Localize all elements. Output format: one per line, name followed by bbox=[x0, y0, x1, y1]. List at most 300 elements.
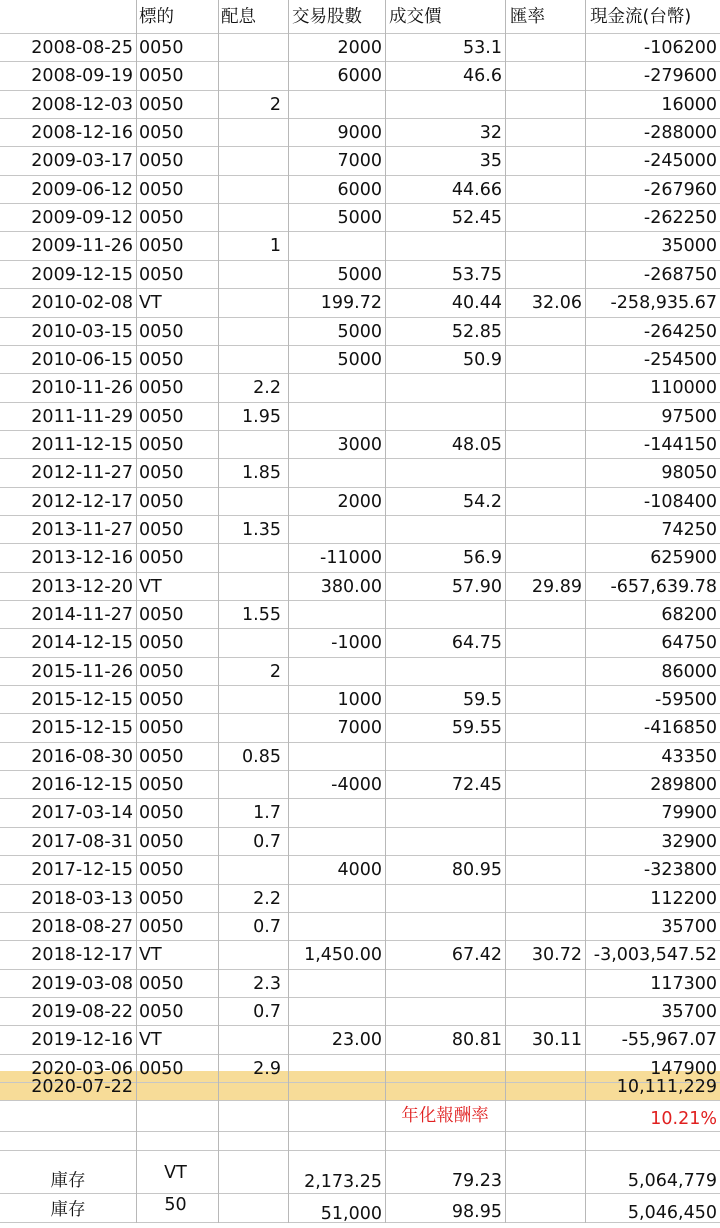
date-cell[interactable]: 2017-12-15 bbox=[31, 860, 133, 881]
shares-cell[interactable]: 2000 bbox=[337, 38, 382, 58]
dividend-cell[interactable] bbox=[218, 62, 284, 90]
price-cell[interactable] bbox=[385, 743, 505, 771]
holding-row-0050 bbox=[0, 1195, 720, 1223]
dividend-cell[interactable] bbox=[218, 1026, 284, 1054]
shares-cell[interactable]: 2000 bbox=[337, 491, 382, 512]
price-cell[interactable] bbox=[385, 403, 505, 431]
shares-cell[interactable]: 9000 bbox=[337, 123, 382, 144]
cashflow-cell[interactable]: 110000 bbox=[650, 378, 717, 399]
price-cell[interactable]: 48.05 bbox=[451, 434, 502, 455]
price-cell[interactable]: 57.90 bbox=[451, 576, 502, 597]
price-cell[interactable]: 52.45 bbox=[451, 208, 502, 229]
fx-cell[interactable] bbox=[505, 147, 585, 175]
date-cell[interactable]: 2011-11-29 bbox=[31, 406, 133, 427]
header-dividend[interactable]: 配息 bbox=[221, 7, 256, 27]
dividend-cell[interactable]: 2 bbox=[269, 94, 281, 115]
fx-cell[interactable] bbox=[505, 34, 585, 62]
shares-cell[interactable]: 5000 bbox=[337, 349, 382, 370]
fx-cell[interactable] bbox=[505, 856, 585, 884]
dividend-cell[interactable] bbox=[218, 119, 284, 147]
ticker-cell[interactable]: 0050 bbox=[139, 633, 184, 654]
shares-cell[interactable]: 7000 bbox=[337, 151, 382, 172]
price-cell[interactable]: 80.81 bbox=[451, 1030, 502, 1051]
cashflow-cell[interactable]: -3,003,547.52 bbox=[593, 945, 717, 966]
table-row bbox=[0, 176, 720, 204]
price-cell[interactable]: 59.5 bbox=[463, 690, 502, 711]
holding-price[interactable]: 98.95 bbox=[451, 1202, 502, 1222]
cashflow-cell[interactable]: -55,967.07 bbox=[621, 1030, 717, 1051]
price-cell[interactable] bbox=[385, 374, 505, 402]
fx-cell[interactable] bbox=[505, 346, 585, 374]
dividend-cell[interactable] bbox=[218, 856, 284, 884]
shares-cell[interactable]: 7000 bbox=[337, 718, 382, 739]
ticker-cell[interactable]: 0050 bbox=[139, 548, 184, 569]
shares-cell[interactable]: 5000 bbox=[337, 321, 382, 342]
dividend-cell[interactable]: 0.85 bbox=[242, 746, 281, 767]
cashflow-cell[interactable]: -245000 bbox=[643, 151, 717, 172]
shares-cell[interactable]: 4000 bbox=[337, 860, 382, 881]
shares-cell[interactable] bbox=[284, 885, 385, 913]
shares-cell[interactable] bbox=[284, 403, 385, 431]
grid-hline bbox=[0, 1150, 720, 1151]
dividend-cell[interactable] bbox=[218, 714, 284, 742]
ticker-cell[interactable]: 0050 bbox=[139, 349, 184, 370]
dividend-cell[interactable]: 1 bbox=[269, 236, 281, 257]
table-row bbox=[0, 970, 720, 998]
table-row bbox=[0, 289, 720, 317]
date-cell[interactable]: 2013-12-20 bbox=[31, 576, 133, 597]
table-row bbox=[0, 913, 720, 941]
ticker-cell[interactable]: VT bbox=[139, 1030, 162, 1051]
cashflow-cell[interactable]: 147900 bbox=[650, 1058, 717, 1079]
dividend-cell[interactable]: 2.3 bbox=[253, 973, 281, 994]
table-row bbox=[0, 261, 720, 289]
cashflow-cell[interactable]: -657,639.78 bbox=[610, 576, 717, 597]
date-cell[interactable]: 2009-12-15 bbox=[31, 264, 133, 285]
cashflow-cell[interactable]: 74250 bbox=[661, 519, 717, 540]
final-date-cell[interactable]: 2020-07-22 bbox=[31, 1077, 133, 1097]
date-cell[interactable]: 2010-02-08 bbox=[31, 293, 133, 314]
date-cell[interactable]: 2020-03-06 bbox=[31, 1058, 133, 1079]
table-row bbox=[0, 771, 720, 799]
holding-shares[interactable]: 2,173.25 bbox=[304, 1172, 382, 1192]
cashflow-cell[interactable]: -258,935.67 bbox=[610, 293, 717, 314]
fx-cell[interactable] bbox=[505, 204, 585, 232]
ticker-cell[interactable]: VT bbox=[139, 293, 162, 314]
ticker-cell[interactable]: 0050 bbox=[139, 916, 184, 937]
date-cell[interactable]: 2013-11-27 bbox=[31, 519, 133, 540]
ticker-cell[interactable]: 0050 bbox=[139, 1058, 184, 1079]
shares-cell[interactable] bbox=[284, 828, 385, 856]
date-cell[interactable]: 2018-03-13 bbox=[31, 888, 133, 909]
dividend-cell[interactable] bbox=[218, 941, 284, 969]
dividend-cell[interactable] bbox=[218, 176, 284, 204]
price-cell[interactable]: 32 bbox=[479, 123, 502, 144]
header-shares[interactable]: 交易股數 bbox=[292, 7, 362, 27]
fx-cell[interactable] bbox=[505, 176, 585, 204]
dividend-cell[interactable] bbox=[218, 147, 284, 175]
dividend-cell[interactable] bbox=[218, 318, 284, 346]
price-cell[interactable]: 72.45 bbox=[451, 775, 502, 796]
date-cell[interactable]: 2012-11-27 bbox=[31, 463, 133, 484]
cashflow-cell[interactable]: 35000 bbox=[661, 236, 717, 257]
date-cell[interactable]: 2016-12-15 bbox=[31, 775, 133, 796]
cashflow-cell[interactable]: 117300 bbox=[650, 973, 717, 994]
ticker-cell[interactable]: 0050 bbox=[139, 378, 184, 399]
cashflow-cell[interactable]: 98050 bbox=[661, 463, 717, 484]
cashflow-cell[interactable]: 289800 bbox=[650, 775, 717, 796]
table-row bbox=[0, 941, 720, 969]
cashflow-cell[interactable]: 35700 bbox=[661, 916, 717, 937]
ticker-cell[interactable]: 0050 bbox=[139, 94, 184, 115]
shares-cell[interactable] bbox=[284, 913, 385, 941]
fx-cell[interactable] bbox=[505, 629, 585, 657]
price-cell[interactable] bbox=[385, 998, 505, 1026]
dividend-cell[interactable]: 2.9 bbox=[253, 1058, 281, 1079]
dividend-cell[interactable] bbox=[218, 488, 284, 516]
ticker-cell[interactable]: 0050 bbox=[139, 406, 184, 427]
shares-cell[interactable]: 6000 bbox=[337, 66, 382, 87]
holding-row-vt bbox=[0, 1165, 720, 1193]
ticker-cell[interactable]: 0050 bbox=[139, 151, 184, 172]
dividend-cell[interactable]: 0.7 bbox=[253, 831, 281, 852]
price-cell[interactable] bbox=[385, 91, 505, 119]
fx-cell[interactable]: 30.72 bbox=[531, 945, 582, 966]
fx-cell[interactable] bbox=[505, 913, 585, 941]
dividend-cell[interactable] bbox=[218, 431, 284, 459]
cashflow-cell[interactable]: -264250 bbox=[643, 321, 717, 342]
dividend-cell[interactable]: 0.7 bbox=[253, 916, 281, 937]
dividend-cell[interactable]: 1.7 bbox=[253, 803, 281, 824]
date-cell[interactable]: 2019-08-22 bbox=[31, 1001, 133, 1022]
date-cell[interactable]: 2014-11-27 bbox=[31, 605, 133, 625]
shares-cell[interactable] bbox=[284, 374, 385, 402]
ticker-cell[interactable]: 0050 bbox=[139, 1001, 184, 1022]
table-row bbox=[0, 119, 720, 147]
price-cell[interactable]: 53.75 bbox=[451, 264, 502, 285]
fx-cell[interactable] bbox=[505, 62, 585, 90]
shares-cell[interactable]: 5000 bbox=[337, 208, 382, 229]
date-cell[interactable]: 2017-08-31 bbox=[31, 831, 133, 852]
ticker-cell[interactable]: 0050 bbox=[139, 123, 184, 144]
cashflow-cell[interactable]: -288000 bbox=[643, 123, 717, 144]
ticker-cell[interactable]: 0050 bbox=[139, 463, 184, 484]
table-row bbox=[0, 885, 720, 913]
holding-ticker[interactable]: 50 bbox=[164, 1195, 187, 1215]
shares-cell[interactable] bbox=[284, 516, 385, 544]
shares-cell[interactable]: 380.00 bbox=[320, 576, 382, 597]
price-cell[interactable] bbox=[385, 828, 505, 856]
shares-cell[interactable]: 199.72 bbox=[320, 293, 382, 314]
dividend-cell[interactable] bbox=[218, 771, 284, 799]
date-cell[interactable]: 2010-06-15 bbox=[31, 349, 133, 370]
date-cell[interactable]: 2014-12-15 bbox=[31, 633, 133, 654]
date-cell[interactable]: 2008-12-16 bbox=[31, 123, 133, 144]
date-cell[interactable]: 2008-12-03 bbox=[31, 94, 133, 115]
fx-cell[interactable] bbox=[505, 119, 585, 147]
date-cell[interactable]: 2017-03-14 bbox=[31, 803, 133, 824]
shares-cell[interactable] bbox=[284, 743, 385, 771]
holding-shares[interactable]: 51,000 bbox=[320, 1204, 382, 1224]
final-cashflow-cell[interactable]: 10,111,229 bbox=[616, 1077, 717, 1097]
ticker-cell[interactable]: 0050 bbox=[139, 519, 184, 540]
dividend-cell[interactable] bbox=[218, 629, 284, 657]
table-row bbox=[0, 743, 720, 771]
price-cell[interactable] bbox=[385, 601, 505, 629]
price-cell[interactable]: 53.1 bbox=[463, 38, 502, 58]
table-row bbox=[0, 346, 720, 374]
date-cell[interactable]: 2015-12-15 bbox=[31, 718, 133, 739]
holding-value[interactable]: 5,046,450 bbox=[627, 1203, 717, 1223]
fx-cell[interactable] bbox=[505, 488, 585, 516]
ticker-cell[interactable]: VT bbox=[139, 945, 162, 966]
shares-cell[interactable] bbox=[284, 658, 385, 686]
fx-cell[interactable] bbox=[505, 403, 585, 431]
date-cell[interactable]: 2009-06-12 bbox=[31, 179, 133, 200]
cashflow-cell[interactable]: 43350 bbox=[661, 746, 717, 767]
shares-cell[interactable]: 1,450.00 bbox=[304, 945, 382, 966]
date-cell[interactable]: 2009-03-17 bbox=[31, 151, 133, 172]
fx-cell[interactable] bbox=[505, 91, 585, 119]
table-row bbox=[0, 686, 720, 714]
cashflow-cell[interactable]: -268750 bbox=[643, 264, 717, 285]
dividend-cell[interactable]: 2.2 bbox=[253, 378, 281, 399]
dividend-cell[interactable]: 2.2 bbox=[253, 888, 281, 909]
cashflow-cell[interactable]: 112200 bbox=[650, 888, 717, 909]
dividend-cell[interactable] bbox=[218, 686, 284, 714]
table-row bbox=[0, 488, 720, 516]
fx-cell[interactable]: 30.11 bbox=[531, 1030, 582, 1051]
price-cell[interactable]: 40.44 bbox=[451, 293, 502, 314]
fx-cell[interactable] bbox=[505, 828, 585, 856]
ticker-cell[interactable]: 0050 bbox=[139, 661, 184, 682]
fx-cell[interactable] bbox=[505, 686, 585, 714]
cashflow-cell[interactable]: -108400 bbox=[643, 491, 717, 512]
fx-cell[interactable] bbox=[505, 544, 585, 572]
fx-cell[interactable] bbox=[505, 970, 585, 998]
ticker-cell[interactable]: 0050 bbox=[139, 775, 184, 796]
dividend-cell[interactable]: 0.7 bbox=[253, 1001, 281, 1022]
shares-cell[interactable]: 6000 bbox=[337, 179, 382, 200]
price-cell[interactable] bbox=[385, 885, 505, 913]
cashflow-cell[interactable]: -144150 bbox=[643, 434, 717, 455]
shares-cell[interactable]: 5000 bbox=[337, 264, 382, 285]
dividend-cell[interactable] bbox=[218, 573, 284, 601]
fx-cell[interactable] bbox=[505, 261, 585, 289]
fx-cell[interactable] bbox=[505, 658, 585, 686]
date-cell[interactable]: 2015-11-26 bbox=[31, 661, 133, 682]
ticker-cell[interactable]: 0050 bbox=[139, 66, 184, 87]
date-cell[interactable]: 2010-03-15 bbox=[31, 321, 133, 342]
cashflow-cell[interactable]: 68200 bbox=[661, 605, 717, 625]
fx-cell[interactable] bbox=[505, 459, 585, 487]
fx-cell[interactable] bbox=[505, 771, 585, 799]
ticker-cell[interactable]: 0050 bbox=[139, 718, 184, 739]
shares-cell[interactable] bbox=[284, 970, 385, 998]
fx-cell[interactable]: 29.89 bbox=[531, 576, 582, 597]
price-cell[interactable] bbox=[385, 913, 505, 941]
cashflow-cell[interactable]: 35700 bbox=[661, 1001, 717, 1022]
holding-label[interactable]: 庫存 bbox=[50, 1171, 86, 1191]
header-row bbox=[0, 3, 720, 31]
fx-cell[interactable] bbox=[505, 431, 585, 459]
ticker-cell[interactable]: 0050 bbox=[139, 208, 184, 229]
dividend-cell[interactable] bbox=[218, 261, 284, 289]
shares-cell[interactable] bbox=[284, 232, 385, 260]
price-cell[interactable]: 64.75 bbox=[451, 633, 502, 654]
date-cell[interactable]: 2011-12-15 bbox=[31, 434, 133, 455]
fx-cell[interactable] bbox=[505, 799, 585, 827]
holding-label[interactable]: 庫存 bbox=[50, 1200, 86, 1220]
ticker-cell[interactable]: 0050 bbox=[139, 179, 184, 200]
date-cell[interactable]: 2010-11-26 bbox=[31, 378, 133, 399]
ticker-cell[interactable]: 0050 bbox=[139, 973, 184, 994]
shares-cell[interactable]: 1000 bbox=[337, 690, 382, 711]
price-cell[interactable] bbox=[385, 658, 505, 686]
price-cell[interactable]: 67.42 bbox=[451, 945, 502, 966]
fx-cell[interactable] bbox=[505, 232, 585, 260]
table-row bbox=[0, 91, 720, 119]
price-cell[interactable]: 35 bbox=[479, 151, 502, 172]
date-cell[interactable]: 2008-09-19 bbox=[31, 66, 133, 87]
fx-cell[interactable] bbox=[505, 743, 585, 771]
price-cell[interactable]: 54.2 bbox=[463, 491, 502, 512]
price-cell[interactable]: 56.9 bbox=[463, 548, 502, 569]
ticker-cell[interactable]: 0050 bbox=[139, 264, 184, 285]
ticker-cell[interactable]: 0050 bbox=[139, 321, 184, 342]
shares-cell[interactable] bbox=[284, 601, 385, 629]
fx-cell[interactable] bbox=[505, 885, 585, 913]
dividend-cell[interactable]: 1.95 bbox=[242, 406, 281, 427]
irr-value[interactable]: 10.21% bbox=[650, 1109, 717, 1129]
date-cell[interactable]: 2018-12-17 bbox=[31, 945, 133, 966]
shares-cell[interactable] bbox=[284, 799, 385, 827]
price-cell[interactable] bbox=[385, 232, 505, 260]
header-target[interactable]: 標的 bbox=[139, 7, 174, 27]
header-cashflow[interactable]: 現金流(台幣) bbox=[590, 7, 692, 27]
fx-cell[interactable] bbox=[505, 714, 585, 742]
price-cell[interactable]: 52.85 bbox=[451, 321, 502, 342]
ticker-cell[interactable]: 0050 bbox=[139, 860, 184, 881]
price-cell[interactable] bbox=[385, 799, 505, 827]
shares-cell[interactable]: 23.00 bbox=[331, 1030, 382, 1051]
date-cell[interactable]: 2009-09-12 bbox=[31, 208, 133, 229]
ticker-cell[interactable]: 0050 bbox=[139, 38, 184, 58]
dividend-cell[interactable] bbox=[218, 34, 284, 62]
dividend-cell[interactable]: 2 bbox=[269, 661, 281, 682]
cashflow-cell[interactable]: -323800 bbox=[643, 860, 717, 881]
fx-cell[interactable] bbox=[505, 516, 585, 544]
fx-cell[interactable] bbox=[505, 318, 585, 346]
dividend-cell[interactable] bbox=[218, 289, 284, 317]
fx-cell[interactable] bbox=[505, 998, 585, 1026]
date-cell[interactable]: 2019-12-16 bbox=[31, 1030, 133, 1051]
dividend-cell[interactable] bbox=[218, 544, 284, 572]
date-cell[interactable]: 2019-03-08 bbox=[31, 973, 133, 994]
cashflow-cell[interactable]: -106200 bbox=[643, 38, 717, 58]
cashflow-cell[interactable]: -279600 bbox=[643, 66, 717, 87]
dividend-cell[interactable]: 1.35 bbox=[242, 519, 281, 540]
cashflow-cell[interactable]: 625900 bbox=[650, 548, 717, 569]
price-cell[interactable] bbox=[385, 459, 505, 487]
shares-cell[interactable] bbox=[284, 91, 385, 119]
ticker-cell[interactable]: 0050 bbox=[139, 803, 184, 824]
date-cell[interactable]: 2009-11-26 bbox=[31, 236, 133, 257]
price-cell[interactable]: 44.66 bbox=[451, 179, 502, 200]
holding-ticker[interactable]: VT bbox=[164, 1163, 187, 1183]
holding-value[interactable]: 5,064,779 bbox=[627, 1171, 717, 1191]
date-cell[interactable]: 2015-12-15 bbox=[31, 690, 133, 711]
price-cell[interactable]: 46.6 bbox=[463, 66, 502, 87]
irr-label[interactable]: 年化報酬率 bbox=[401, 1106, 489, 1126]
ticker-cell[interactable]: 0050 bbox=[139, 888, 184, 909]
cashflow-cell[interactable]: -267960 bbox=[643, 179, 717, 200]
ticker-cell[interactable]: 0050 bbox=[139, 434, 184, 455]
fx-cell[interactable] bbox=[505, 601, 585, 629]
price-cell[interactable]: 80.95 bbox=[451, 860, 502, 881]
date-cell[interactable]: 2008-08-25 bbox=[31, 38, 133, 58]
ticker-cell[interactable]: VT bbox=[139, 576, 162, 597]
shares-cell[interactable]: -11000 bbox=[320, 548, 382, 569]
cashflow-cell[interactable]: -59500 bbox=[655, 690, 717, 711]
price-cell[interactable] bbox=[385, 970, 505, 998]
shares-cell[interactable]: 3000 bbox=[337, 434, 382, 455]
table-row bbox=[0, 516, 720, 544]
cashflow-cell[interactable]: 86000 bbox=[661, 661, 717, 682]
shares-cell[interactable] bbox=[284, 459, 385, 487]
date-cell[interactable]: 2016-08-30 bbox=[31, 746, 133, 767]
header-fx[interactable]: 匯率 bbox=[510, 7, 545, 27]
ticker-cell[interactable]: 0050 bbox=[139, 491, 184, 512]
table-row bbox=[0, 62, 720, 90]
dividend-cell[interactable]: 1.85 bbox=[242, 463, 281, 484]
final-value-row bbox=[0, 1073, 720, 1101]
holding-price[interactable]: 79.23 bbox=[451, 1171, 502, 1191]
ticker-cell[interactable]: 0050 bbox=[139, 831, 184, 852]
fx-cell[interactable]: 32.06 bbox=[531, 293, 582, 314]
ticker-cell[interactable]: 0050 bbox=[139, 746, 184, 767]
cashflow-cell[interactable]: 32900 bbox=[661, 831, 717, 852]
table-row bbox=[0, 714, 720, 742]
dividend-cell[interactable]: 1.55 bbox=[242, 605, 281, 625]
dividend-cell[interactable] bbox=[218, 346, 284, 374]
ticker-cell[interactable]: 0050 bbox=[139, 605, 184, 625]
shares-cell[interactable]: -1000 bbox=[331, 633, 382, 654]
price-cell[interactable]: 59.55 bbox=[451, 718, 502, 739]
cashflow-cell[interactable]: -254500 bbox=[643, 349, 717, 370]
table-row bbox=[0, 601, 720, 629]
shares-cell[interactable] bbox=[284, 998, 385, 1026]
price-cell[interactable]: 50.9 bbox=[463, 349, 502, 370]
ticker-cell[interactable]: 0050 bbox=[139, 236, 184, 257]
cashflow-cell[interactable]: 97500 bbox=[661, 406, 717, 427]
cashflow-cell[interactable]: 16000 bbox=[661, 94, 717, 115]
shares-cell[interactable]: -4000 bbox=[331, 775, 382, 796]
table-row bbox=[0, 232, 720, 260]
date-cell[interactable]: 2018-08-27 bbox=[31, 916, 133, 937]
ticker-cell[interactable]: 0050 bbox=[139, 690, 184, 711]
price-cell[interactable] bbox=[385, 516, 505, 544]
fx-cell[interactable] bbox=[505, 374, 585, 402]
cashflow-cell[interactable]: -416850 bbox=[643, 718, 717, 739]
header-price[interactable]: 成交價 bbox=[389, 7, 442, 27]
cashflow-cell[interactable]: 79900 bbox=[661, 803, 717, 824]
date-cell[interactable]: 2012-12-17 bbox=[31, 491, 133, 512]
date-cell[interactable]: 2013-12-16 bbox=[31, 548, 133, 569]
cashflow-cell[interactable]: -262250 bbox=[643, 208, 717, 229]
cashflow-cell[interactable]: 64750 bbox=[661, 633, 717, 654]
dividend-cell[interactable] bbox=[218, 204, 284, 232]
